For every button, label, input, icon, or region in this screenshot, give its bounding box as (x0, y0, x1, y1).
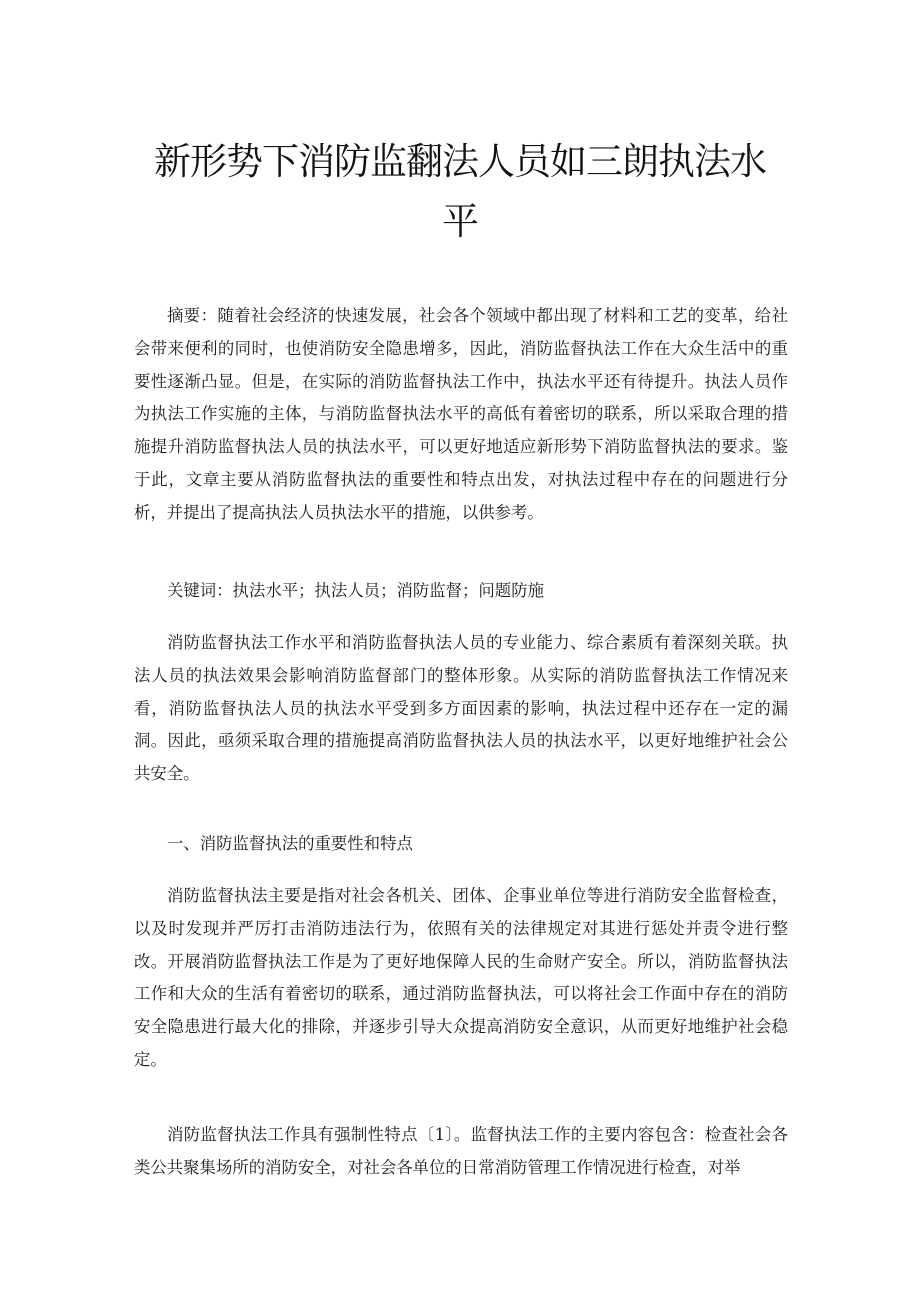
document-title-line-2: 平 (442, 200, 478, 243)
keywords-paragraph: 关键词：执法水平；执法人员；消防监督；问题防施 (167, 581, 544, 600)
intro-paragraph: 消防监督执法工作水平和消防监督执法人员的专业能力、综合素质有着深刻关联。执法人员的执法效果会影响消防监督部门的整体形象。从实际的消防监督执法工作情况来看，消防监督执法人员的执法水平受到多方面因素的影响，执法过程中还存在一定的漏洞。因此，亟须采取合理的措施提高消防监督执法人员的执法水平，以更好地维护社会公共安全。 (134, 633, 788, 784)
body-paragraph: 消防监督执法主要是指对社会各机关、团体、企事业单位等进行消防安全监督检查，以及时发现并严厉打击消防违法行为，依照有关的法律规定对其进行惩处并责令进行整改。开展消防监督执法工作是为了更好地保障人民的生命财产安全。所以，消防监督执法工作和大众的生活有着密切的联系，通过消防监督执法，可以将社会工作面中存在的消防安全隐患进行最大化的排除，并逐步引导大众提高消防安全意识，从而更好地维护社会稳定。 (134, 886, 788, 1069)
abstract-paragraph: 摘要：随着社会经济的快速发展，社会各个领域中都出现了材料和工艺的变革，给社会带来便利的同时，也使消防安全隐患增多，因此，消防监督执法工作在大众生活中的重要性逐渐凸显。但是，在实际的消防监督执法工作中，执法水平还有待提升。执法人员作为执法工作实施的主体，与消防监督执法水平的高低有着密切的联系，所以采取合理的措施提升消防监督执法人员的执法水平，可以更好地适应新形势下消防监督执法的要求。鉴于此，文章主要从消防监督执法的重要性和特点出发，对执法过程中存在的问题进行分析，并提出了提高执法人员执法水平的措施，以供参考。 (134, 306, 788, 522)
document-title-line-1: 新形势下消防监翻法人员如三朗执法水 (154, 140, 766, 183)
section-heading: 一、消防监督执法的重要性和特点 (167, 834, 413, 853)
body-paragraph: 消防监督执法工作具有强制性特点〔1〕。监督执法工作的主要内容包含：检查社会各类公共聚集场所的消防安全，对社会各单位的日常消防管理工作情况进行检查，对举 (134, 1125, 788, 1177)
